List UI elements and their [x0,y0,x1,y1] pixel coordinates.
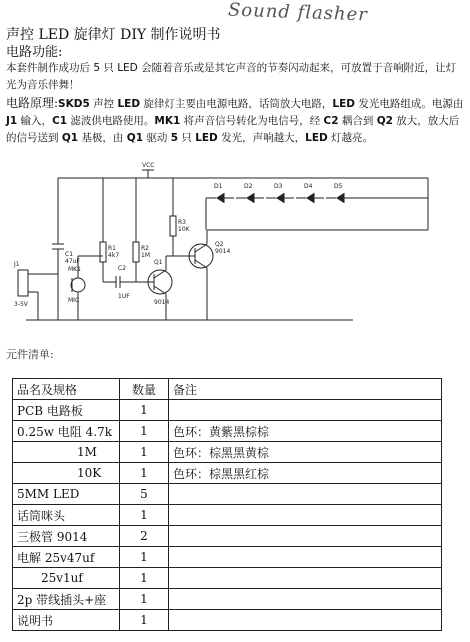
principle-part: Q2 [376,115,393,127]
principle-part: 基极，由 [78,132,127,144]
principle-part: LED [305,132,328,144]
cell-name: 三极管 9014 [13,526,120,547]
header-qty: 数量 [120,379,169,400]
cell-note [169,610,442,631]
cell-qty: 1 [120,547,169,568]
principle-part: Q1 [61,132,79,144]
cell-qty: 1 [120,589,169,610]
function-heading: 电路功能: [6,45,63,60]
principle-part: 发光，声响越大， [217,132,306,144]
principle-part: 耦合到 [338,115,377,127]
j1-voltage: 3-5V [14,301,28,308]
j1-label: J1 [14,261,20,268]
principle-part: LED [117,98,141,110]
table-header-row [13,379,442,400]
r2-value: 1M [141,252,150,259]
principle-part: 灯越亮。 [327,132,374,144]
led-label: D2 [244,183,253,190]
c1-value: 47uF [65,258,80,265]
principle-part: LED [332,98,355,110]
r1-value: 4k7 [108,252,120,259]
cell-note [169,589,442,610]
principle-part: 驱动 [143,132,171,144]
principle-part: C1 [52,115,68,127]
cell-note [169,484,442,505]
principle-part: 声控 [89,98,118,110]
principle-label: 电路原理: [6,96,59,110]
circuit-schematic [8,160,448,338]
principle-part: J1 [6,115,18,127]
c2-value: 1UF [118,293,130,300]
cell-name: 说明书 [13,610,120,631]
cell-note [169,547,442,568]
cell-note [169,505,442,526]
cell-note: 色环：棕黑黑黄棕 [169,442,442,463]
principle-part: 旋律灯主要由电源电路，话筒放大电路， [140,98,333,110]
principle-text [6,95,464,147]
r1-label: R1 [108,245,116,252]
cell-name: 话筒咪头 [13,505,120,526]
cell-qty: 1 [120,421,169,442]
cell-qty: 1 [120,610,169,631]
c1-label: C1 [65,251,74,258]
table-row [13,589,442,610]
q2-type: 9014 [215,248,231,255]
principle-part: MK1 [154,115,181,127]
cell-name: PCB 电路板 [13,400,120,421]
led-label: D5 [334,183,343,190]
cell-qty: 1 [120,505,169,526]
principle-part: 滤波供电路使用。 [67,115,155,127]
table-row [13,547,442,568]
led-label: D1 [214,183,223,190]
header-name: 品名及规格 [13,379,120,400]
mic-label: MK1 [68,266,81,273]
cell-name: 5MM LED [13,484,120,505]
cell-qty: 2 [120,526,169,547]
principle-part: SKD5 [58,98,90,110]
cell-name: 10K [13,463,120,484]
q1-type: 9014 [154,299,170,306]
cell-qty: 5 [120,484,169,505]
principle-part: 发光电路组成。电源由 [355,98,464,110]
r3-value: 10K [178,226,190,233]
principle-part: LED [195,132,218,144]
cell-name: 2p 带线插头+座 [13,589,120,610]
table-row [13,400,442,421]
led-array [206,193,428,230]
cell-qty: 1 [120,463,169,484]
cell-qty: 1 [120,568,169,589]
led-label: D4 [304,183,313,190]
principle-part: 只 [178,132,196,144]
cell-note: 色环：棕黑黑红棕 [169,463,442,484]
principle-part: 放大，放大后的信号送到 [6,115,460,144]
principle-part: 5 [170,132,178,144]
header-note: 备注 [169,379,442,400]
table-row [13,463,442,484]
cell-note [169,568,442,589]
document-title: 声控 LED 旋律灯 DIY 制作说明书 [6,27,221,43]
cell-qty: 1 [120,400,169,421]
mic-type: MIC [68,297,80,304]
cell-name: 1M [13,442,120,463]
cell-name: 电解 25v47uf [13,547,120,568]
handwritten-note: Sound flasher [227,0,369,26]
principle-part: 输入， [17,115,53,127]
function-text: 本套件制作成功后 5 只 LED 会随着音乐或是其它声音的节奏闪动起来，可放置于音响附近，让灯光为音乐伴舞！ [6,62,457,91]
table-row [13,526,442,547]
table-row [13,610,442,631]
cell-name: 25v1uf [13,568,120,589]
parts-table [12,378,442,631]
cell-note [169,526,442,547]
principle-part: 将声音信号转化为电信号，经 [180,115,324,127]
principle-part: C2 [323,115,339,127]
r3-label: R3 [178,219,186,226]
c2-label: C2 [118,265,127,272]
table-row [13,421,442,442]
table-row [13,484,442,505]
principle-part: Q1 [126,132,143,144]
r2-label: R2 [141,245,149,252]
table-row [13,442,442,463]
cell-note: 色环：黄紫黑棕棕 [169,421,442,442]
q2-label: Q2 [215,241,224,248]
table-row [13,505,442,526]
cell-name: 0.25w 电阻 4.7k [13,421,120,442]
led-label: D3 [274,183,283,190]
cell-note [169,400,442,421]
table-row [13,568,442,589]
cell-qty: 1 [120,442,169,463]
vcc-label: VCC [142,162,155,169]
parts-list-title: 元件清单: [6,348,54,361]
q1-label: Q1 [154,259,163,266]
